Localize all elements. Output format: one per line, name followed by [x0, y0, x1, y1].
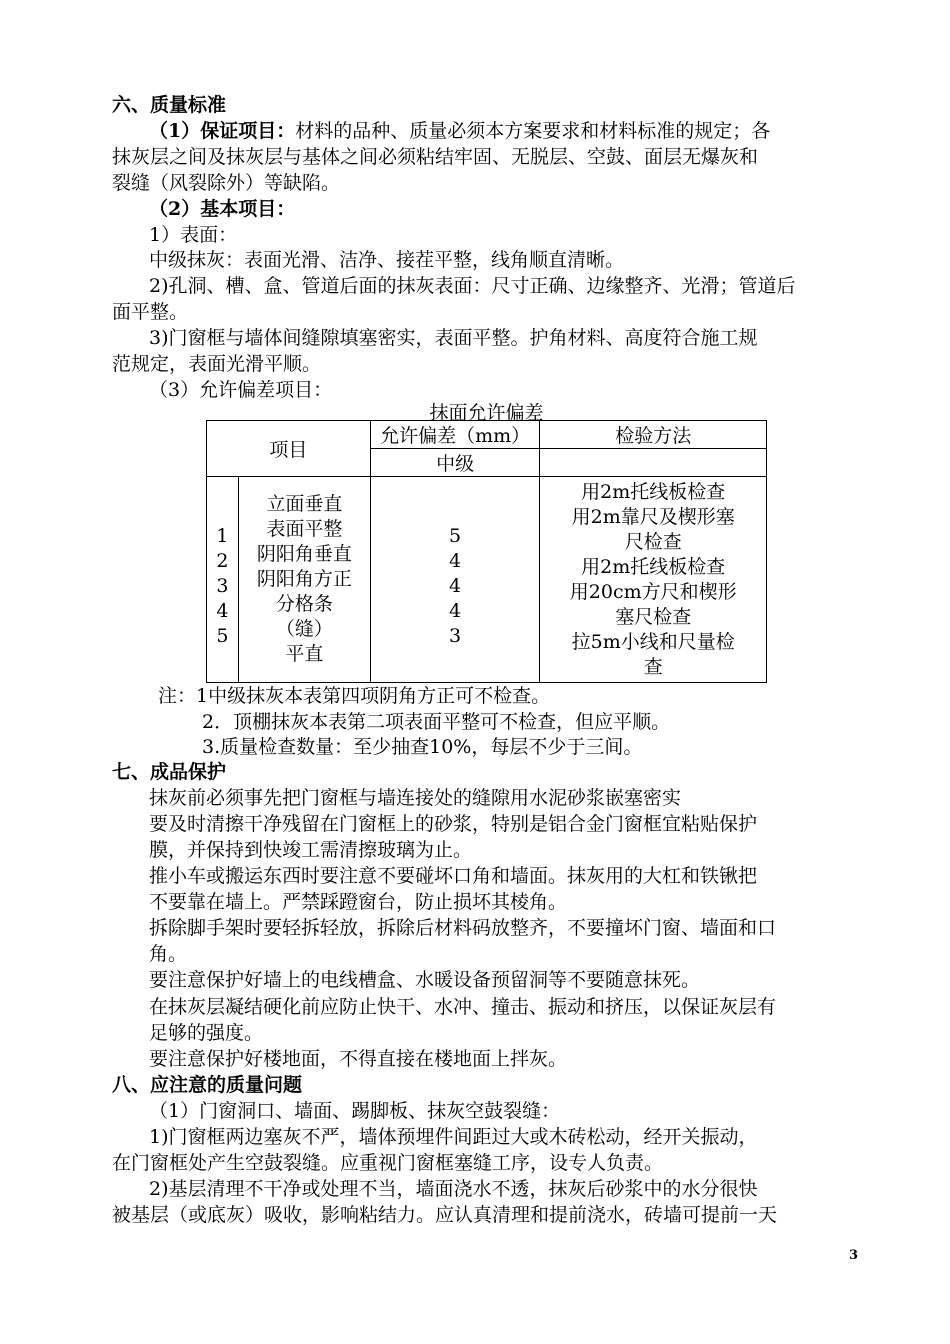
deviation-value: 4	[449, 599, 462, 622]
header-grade: 中级	[370, 449, 540, 477]
method-text: 拉5m小线和尺量检	[571, 630, 735, 653]
deviation-value: 4	[449, 549, 462, 572]
deviation-value: 3	[449, 624, 462, 647]
header-deviation: 允许偏差（mm）	[370, 421, 540, 449]
frame-gap-text-line1: 3)门窗框与墙体间缝隙填塞密实，表面平整。护角材料、高度符合施工规	[149, 327, 758, 349]
paragraph-guarantee-items	[149, 118, 770, 144]
issue-1-para1-line2: 在门窗框处产生空鼓裂缝。应重视门窗框塞缝工序，设专人负责。	[112, 1152, 664, 1174]
guarantee-label: （1）保证项目：	[149, 120, 296, 142]
protection-item-6-line2: 足够的强度。	[149, 1022, 264, 1044]
header-blank	[540, 449, 767, 477]
row-numbers-cell	[207, 477, 239, 683]
issue-1-para2-line2: 被基层（或底灰）吸收，影响粘结力。应认真清理和提前浇水，砖墙可提前一天	[112, 1204, 778, 1226]
holes-text-line1: 2)孔洞、槽、盒、管道后面的抹灰表面：尺寸正确、边缘整齐、光滑；管道后	[149, 275, 796, 297]
protection-item-3-line1: 推小车或搬运东西时要注意不要碰坏口角和墙面。抹灰用的大杠和铁锹把	[149, 865, 758, 887]
method-text: 用2m靠尺及楔形塞	[571, 505, 735, 528]
note-2: 2．顶棚抹灰本表第二项表面平整可不检查，但应平顺。	[202, 711, 671, 733]
section-6-title: 六、质量标准	[112, 94, 227, 116]
protection-item-5: 要注意保护好墙上的电线槽盒、水暖设备预留洞等不要随意抹死。	[149, 969, 701, 991]
item-name: 阴阳角方正	[256, 568, 352, 590]
protection-item-1: 抹灰前必须事先把门窗框与墙连接处的缝隙用水泥砂浆嵌塞密实	[149, 787, 682, 809]
basic-items-label: （2）基本项目：	[149, 198, 296, 220]
row-number: 4	[216, 599, 229, 622]
protection-item-3-line2: 不要靠在墙上。严禁踩蹬窗台，防止损坏其棱角。	[149, 891, 568, 913]
methods-cell	[540, 477, 767, 683]
guarantee-text-line3: 裂缝（风裂除外）等缺陷。	[112, 172, 341, 194]
protection-item-7: 要注意保护好楼地面，不得直接在楼地面上拌灰。	[149, 1048, 568, 1070]
medium-plaster-text: 中级抹灰：表面光滑、洁净、接茬平整，线角顺直清晰。	[149, 249, 625, 271]
item-name: 平直	[285, 643, 324, 665]
items-cell	[238, 477, 370, 683]
item-name: （缝）	[275, 618, 333, 640]
frame-gap-text-line2: 范规定，表面光滑平顺。	[112, 353, 322, 375]
row-number: 1	[216, 524, 229, 547]
values-cell	[370, 477, 540, 683]
method-text: 尺检查	[624, 530, 682, 553]
allowed-deviation-label: （3）允许偏差项目：	[149, 379, 333, 401]
section-8-title: 八、应注意的质量问题	[112, 1074, 303, 1096]
table-caption: 抹面允许偏差	[429, 402, 544, 424]
method-text: 塞尺检查	[615, 605, 692, 628]
protection-item-4-line1: 拆除脚手架时要轻拆轻放，拆除后材料码放整齐，不要撞坏门窗、墙面和口	[149, 917, 777, 939]
row-number: 5	[216, 624, 229, 647]
protection-item-4-line2: 角。	[149, 943, 188, 965]
issue-1-para1-line1: 1)门窗框两边塞灰不严，墙体预埋件间距过大或木砖松动，经开关振动，	[149, 1126, 758, 1148]
item-name: 表面平整	[266, 518, 343, 540]
header-item: 项目	[207, 421, 371, 477]
protection-item-2-line2: 膜，并保持到快竣工需清擦玻璃为止。	[149, 839, 473, 861]
method-text: 用20cm方尺和楔形	[569, 580, 737, 603]
page-number: 3	[849, 1248, 859, 1263]
deviation-table	[206, 420, 767, 683]
note-1: 注：1中级抹灰本表第四项阴角方正可不检查。	[158, 685, 551, 707]
issue-1-heading: （1）门窗洞口、墙面、踢脚板、抹灰空鼓裂缝：	[149, 1100, 561, 1122]
item-name: 阴阳角垂直	[256, 543, 352, 565]
section-7-title: 七、成品保护	[112, 761, 227, 783]
deviation-value: 4	[449, 574, 462, 597]
deviation-value: 5	[449, 524, 462, 547]
method-text: 用2m托线板检查	[581, 555, 726, 578]
item-name: 立面垂直	[266, 493, 343, 515]
issue-1-para2-line1: 2)基层清理不干净或处理不当，墙面浇水不透，抹灰后砂浆中的水分很快	[149, 1178, 758, 1200]
guarantee-text-line2: 抹灰层之间及抹灰层与基体之间必须粘结牢固、无脱层、空鼓、面层无爆灰和	[112, 146, 759, 168]
item-name: 分格条	[275, 593, 333, 615]
note-3: 3.质量检查数量：至少抽查10%，每层不少于三间。	[202, 736, 643, 758]
protection-item-6-line1: 在抹灰层凝结硬化前应防止快干、水冲、撞击、振动和挤压，以保证灰层有	[149, 996, 777, 1018]
protection-item-2-line1: 要及时清擦干净残留在门窗框上的砂浆，特别是铝合金门窗框宜粘贴保护	[149, 813, 758, 835]
surface-item: 1）表面：	[149, 224, 238, 246]
row-number: 2	[216, 549, 229, 572]
row-number: 3	[216, 574, 229, 597]
method-text: 查	[643, 655, 663, 678]
method-text: 用2m托线板检查	[581, 480, 726, 503]
header-method: 检验方法	[540, 421, 767, 449]
holes-text-line2: 面平整。	[112, 301, 189, 323]
guarantee-text: 材料的品种、质量必须本方案要求和材料标准的规定；各	[295, 120, 771, 142]
